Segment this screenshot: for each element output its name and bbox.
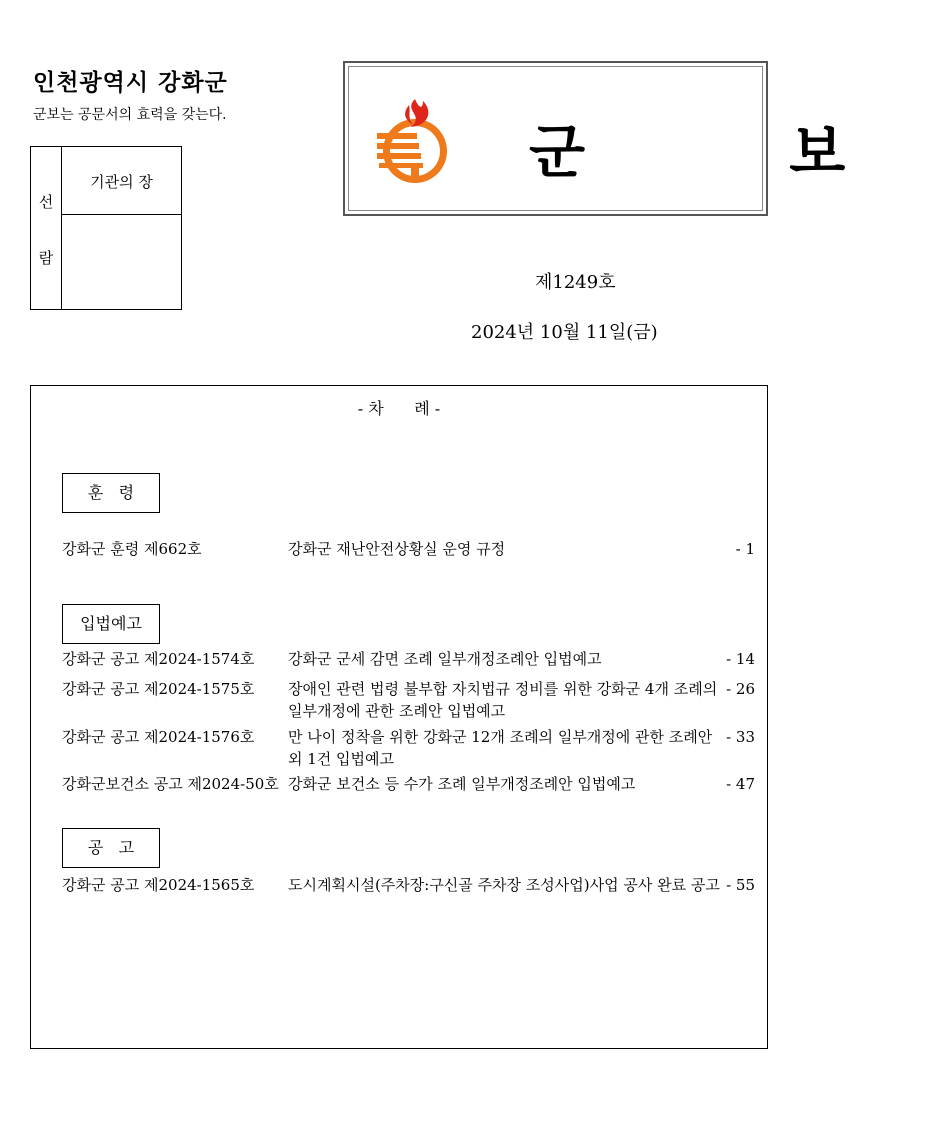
toc-entry-number: 강화군보건소 공고 제2024-50호 [62,775,279,793]
toc-entry-number: 강화군 훈령 제662호 [62,540,202,558]
toc-entry-page: - 55 [726,876,755,894]
table-of-contents [30,385,768,1049]
gazette-title: 군 보 [529,118,937,186]
toc-entry-title: 강화군 보건소 등 수가 조례 일부개정조례안 입법예고 [288,775,636,793]
issue-date: 2024년 10월 11일(금) [471,322,658,343]
review-stamp-box [30,146,182,310]
review-head-label: 기관의 장 [62,147,181,215]
gangwha-emblem-icon [371,93,463,185]
toc-entry-page: - 33 [726,728,755,746]
review-side-char-top: 선 [38,193,54,211]
toc-entry-number: 강화군 공고 제2024-1575호 [62,680,255,698]
masthead [343,61,937,216]
toc-entry-title: 만 나이 정착을 위한 강화군 12개 조례의 일부개정에 관한 조례안 외 1건 입법예고 [288,728,713,768]
issue-number: 제1249호 [535,272,616,293]
toc-entry-number: 강화군 공고 제2024-1565호 [62,876,255,894]
section-label-public-notice: 공 고 [62,828,160,868]
validity-notice: 군보는 공문서의 효력을 갖는다. [33,107,227,123]
masthead-frame [348,66,937,211]
toc-entry-number: 강화군 공고 제2024-1574호 [62,650,255,668]
toc-entry-title: 도시계획시설(주차장:구신골 주차장 조성사업)사업 공사 완료 공고 [288,876,720,894]
toc-heading: - 차 례 - [357,399,441,418]
review-side-char-bottom: 람 [38,249,54,267]
review-side-label [31,147,62,309]
toc-entry-number: 강화군 공고 제2024-1576호 [62,728,255,746]
toc-entry-title: 강화군 군세 감면 조례 일부개정조례안 입법예고 [288,650,602,668]
toc-entry-title: 강화군 재난안전상황실 운영 규정 [288,540,506,558]
toc-entry-page: - 26 [726,680,755,698]
section-label-legislative-notice: 입법예고 [62,604,160,644]
toc-entry-title: 장애인 관련 법령 불부합 자치법규 정비를 위한 강화군 4개 조례의 일부개정에 관한 조례안 입법예고 [288,680,718,720]
organization-title: 인천광역시 강화군 [33,70,228,96]
toc-entry-page: - 1 [735,540,755,558]
toc-entry-page: - 47 [726,775,755,793]
toc-entry-page: - 14 [726,650,755,668]
section-label-directive: 훈 령 [62,473,160,513]
